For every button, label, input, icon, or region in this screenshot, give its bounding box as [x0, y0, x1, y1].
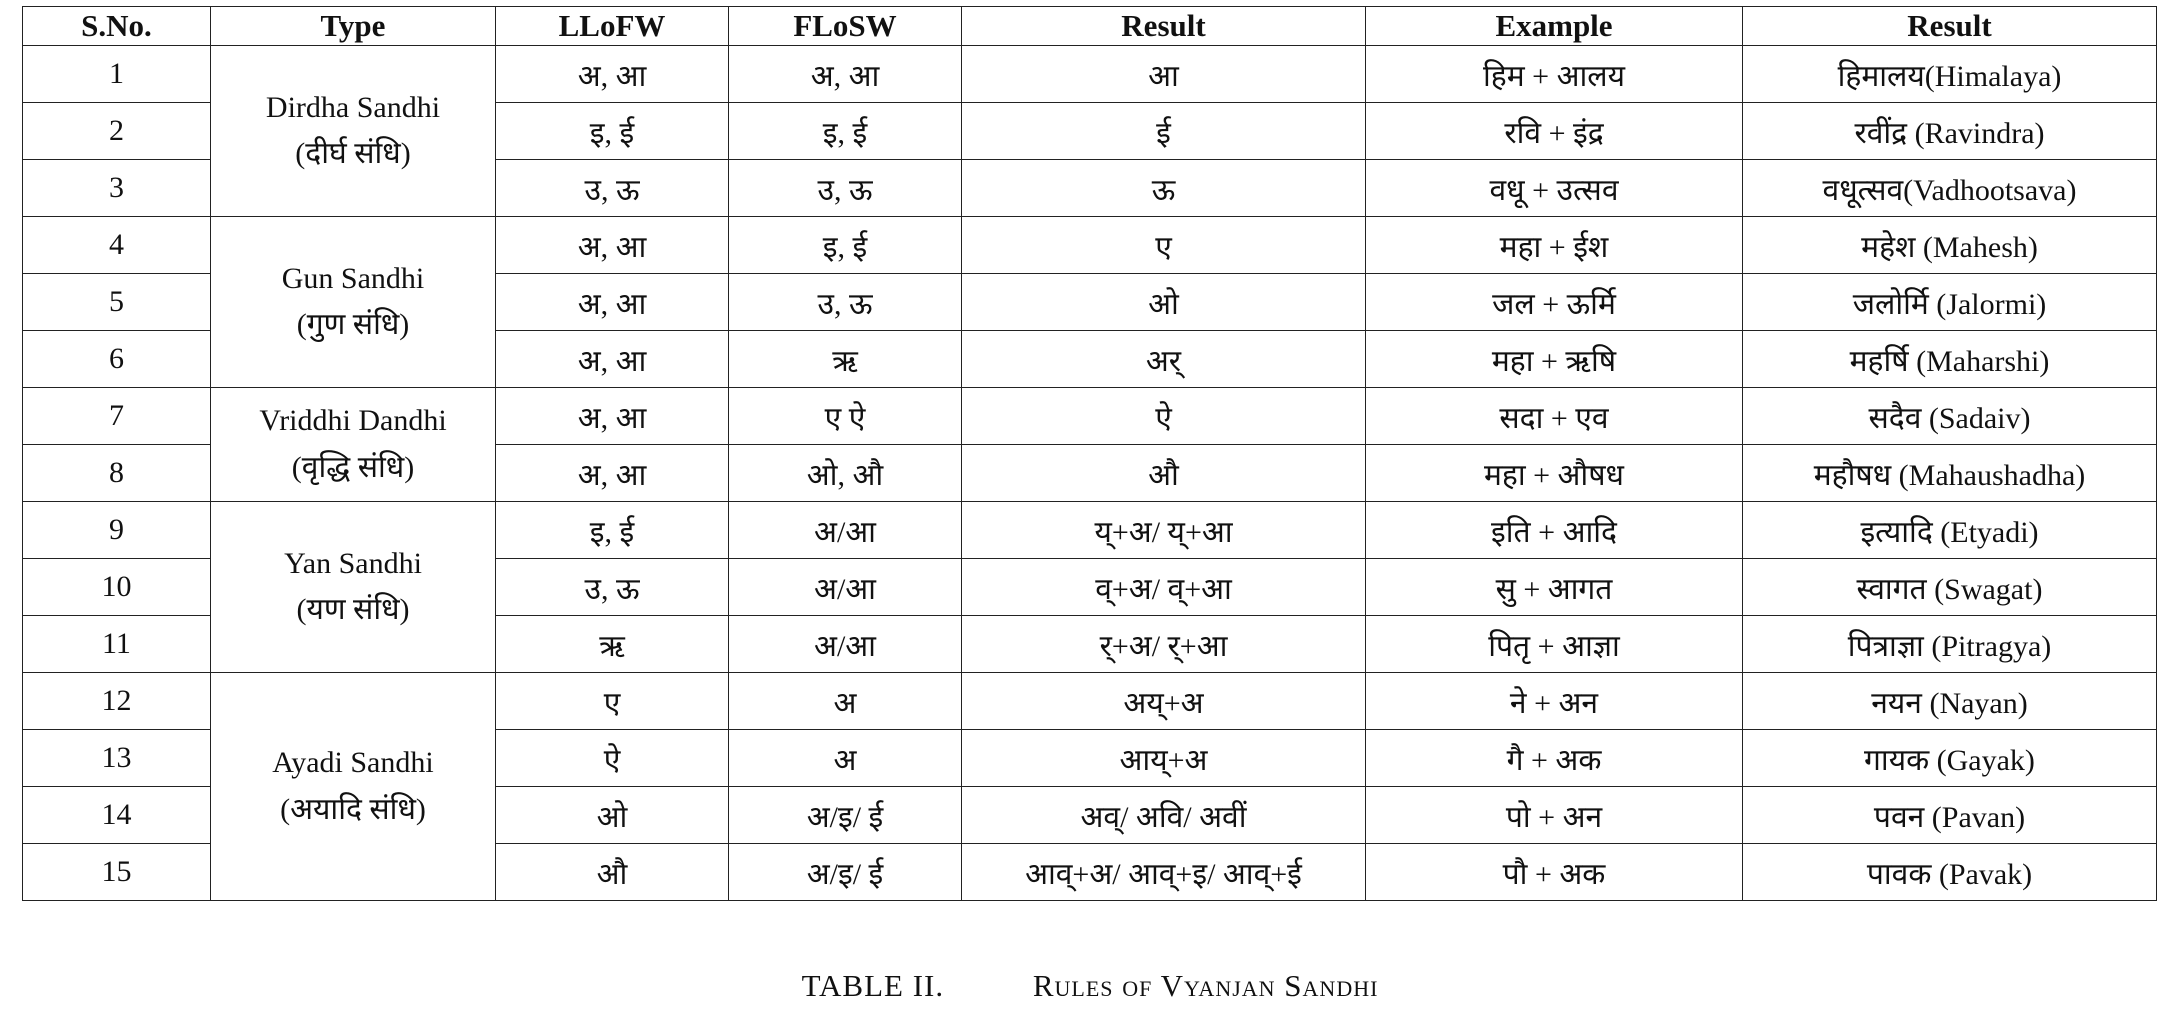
- cell-floSW: उ, ऊ: [729, 274, 962, 331]
- cell-example-result: नयन (Nayan): [1743, 673, 2157, 730]
- col-header-lloFW: LLoFW: [496, 7, 729, 46]
- cell-lloFW: अ, आ: [496, 217, 729, 274]
- cell-example-result: पित्राज्ञा (Pitragya): [1743, 616, 2157, 673]
- cell-lloFW: ऋ: [496, 616, 729, 673]
- cell-lloFW: औ: [496, 844, 729, 901]
- type-name-hi: (दीर्घ संधि): [295, 137, 411, 170]
- col-header-example-result: Result: [1743, 7, 2157, 46]
- cell-example-result: जलोर्मि (Jalormi): [1743, 274, 2157, 331]
- table-body: [23, 46, 2157, 901]
- cell-sno: 3: [23, 160, 211, 217]
- cell-floSW: अ/आ: [729, 616, 962, 673]
- cell-example: ने + अन: [1366, 673, 1743, 730]
- cell-result: आ: [962, 46, 1366, 103]
- cell-example: हिम + आलय: [1366, 46, 1743, 103]
- col-header-type: Type: [211, 7, 496, 46]
- table-row: [23, 502, 2157, 559]
- cell-result: अर्: [962, 331, 1366, 388]
- type-name-hi: (यण संधि): [296, 593, 410, 626]
- table-caption: [0, 968, 2180, 1004]
- cell-example-result: महौषध (Mahaushadha): [1743, 445, 2157, 502]
- cell-sno: 13: [23, 730, 211, 787]
- table-row: [23, 46, 2157, 103]
- cell-lloFW: अ, आ: [496, 274, 729, 331]
- table-row: [23, 217, 2157, 274]
- cell-lloFW: अ, आ: [496, 388, 729, 445]
- cell-type: [211, 46, 496, 217]
- cell-result: अव्/ अवि/ अवीं: [962, 787, 1366, 844]
- cell-example: वधू + उत्सव: [1366, 160, 1743, 217]
- col-header-floSW: FLoSW: [729, 7, 962, 46]
- type-name-en: Yan Sandhi: [284, 546, 422, 580]
- type-name-en: Gun Sandhi: [281, 261, 425, 295]
- cell-type: [211, 502, 496, 673]
- cell-result: ओ: [962, 274, 1366, 331]
- cell-example-result: हिमालय(Himalaya): [1743, 46, 2157, 103]
- cell-lloFW: उ, ऊ: [496, 160, 729, 217]
- cell-lloFW: ए: [496, 673, 729, 730]
- cell-sno: 14: [23, 787, 211, 844]
- cell-example: रवि + इंद्र: [1366, 103, 1743, 160]
- cell-floSW: अ/इ/ ई: [729, 787, 962, 844]
- table-row: [23, 388, 2157, 445]
- cell-type: [211, 388, 496, 502]
- cell-example-result: पावक (Pavak): [1743, 844, 2157, 901]
- cell-lloFW: ओ: [496, 787, 729, 844]
- type-name-en: Dirdha Sandhi: [265, 90, 441, 124]
- cell-example-result: सदैव (Sadaiv): [1743, 388, 2157, 445]
- cell-floSW: अ: [729, 730, 962, 787]
- col-header-example: Example: [1366, 7, 1743, 46]
- cell-floSW: अ: [729, 673, 962, 730]
- cell-example-result: इत्यादि (Etyadi): [1743, 502, 2157, 559]
- cell-result: र्+अ/ र्+आ: [962, 616, 1366, 673]
- cell-example: महा + ईश: [1366, 217, 1743, 274]
- cell-example: सु + आगत: [1366, 559, 1743, 616]
- cell-floSW: उ, ऊ: [729, 160, 962, 217]
- cell-example: गै + अक: [1366, 730, 1743, 787]
- cell-lloFW: ऐ: [496, 730, 729, 787]
- cell-sno: 9: [23, 502, 211, 559]
- cell-example: जल + ऊर्मि: [1366, 274, 1743, 331]
- cell-type: [211, 217, 496, 388]
- cell-example: पौ + अक: [1366, 844, 1743, 901]
- cell-result: औ: [962, 445, 1366, 502]
- header-row: [23, 7, 2157, 46]
- type-name-en: Ayadi Sandhi: [272, 746, 434, 779]
- sandhi-rules-table: [22, 6, 2157, 901]
- type-name-en: Vriddhi Dandhi: [259, 404, 447, 437]
- cell-sno: 2: [23, 103, 211, 160]
- cell-example-result: पवन (Pavan): [1743, 787, 2157, 844]
- cell-result: व्+अ/ व्+आ: [962, 559, 1366, 616]
- cell-lloFW: अ, आ: [496, 331, 729, 388]
- cell-sno: 12: [23, 673, 211, 730]
- cell-result: ऐ: [962, 388, 1366, 445]
- cell-lloFW: अ, आ: [496, 46, 729, 103]
- cell-example: सदा + एव: [1366, 388, 1743, 445]
- caption-title: Rules of Vyanjan Sandhi: [1032, 968, 1379, 1003]
- type-name-hi: (वृद्धि संधि): [291, 450, 415, 484]
- cell-floSW: ओ, औ: [729, 445, 962, 502]
- cell-example: इति + आदि: [1366, 502, 1743, 559]
- cell-sno: 10: [23, 559, 211, 616]
- cell-example: महा + औषध: [1366, 445, 1743, 502]
- cell-type: [211, 673, 496, 901]
- cell-sno: 1: [23, 46, 211, 103]
- cell-result: आय्+अ: [962, 730, 1366, 787]
- cell-result: अय्+अ: [962, 673, 1366, 730]
- cell-example-result: वधूत्सव(Vadhootsava): [1743, 160, 2157, 217]
- cell-lloFW: इ, ई: [496, 103, 729, 160]
- cell-sno: 8: [23, 445, 211, 502]
- cell-example: पो + अन: [1366, 787, 1743, 844]
- type-name-hi: (गुण संधि): [296, 308, 410, 341]
- caption-label: TABLE II.: [801, 968, 945, 1003]
- cell-lloFW: अ, आ: [496, 445, 729, 502]
- cell-example-result: महेश (Mahesh): [1743, 217, 2157, 274]
- cell-lloFW: उ, ऊ: [496, 559, 729, 616]
- cell-lloFW: इ, ई: [496, 502, 729, 559]
- cell-floSW: अ/आ: [729, 559, 962, 616]
- cell-result: य्+अ/ य्+आ: [962, 502, 1366, 559]
- cell-floSW: अ/इ/ ई: [729, 844, 962, 901]
- cell-floSW: अ/आ: [729, 502, 962, 559]
- cell-floSW: ए ऐ: [729, 388, 962, 445]
- cell-floSW: अ, आ: [729, 46, 962, 103]
- col-header-sno: S.No.: [23, 7, 211, 46]
- cell-example-result: गायक (Gayak): [1743, 730, 2157, 787]
- cell-floSW: इ, ई: [729, 217, 962, 274]
- cell-result: ए: [962, 217, 1366, 274]
- table-row: [23, 673, 2157, 730]
- cell-example-result: रवींद्र (Ravindra): [1743, 103, 2157, 160]
- cell-result: आव्+अ/ आव्+इ/ आव्+ई: [962, 844, 1366, 901]
- cell-sno: 6: [23, 331, 211, 388]
- cell-example-result: महर्षि (Maharshi): [1743, 331, 2157, 388]
- cell-example: महा + ऋषि: [1366, 331, 1743, 388]
- cell-sno: 4: [23, 217, 211, 274]
- type-name-hi: (अयादि संधि): [280, 792, 426, 826]
- cell-sno: 5: [23, 274, 211, 331]
- cell-floSW: ऋ: [729, 331, 962, 388]
- cell-sno: 7: [23, 388, 211, 445]
- cell-sno: 15: [23, 844, 211, 901]
- cell-result: ऊ: [962, 160, 1366, 217]
- col-header-result: Result: [962, 7, 1366, 46]
- cell-sno: 11: [23, 616, 211, 673]
- cell-example-result: स्वागत (Swagat): [1743, 559, 2157, 616]
- cell-example: पितृ + आज्ञा: [1366, 616, 1743, 673]
- cell-result: ई: [962, 103, 1366, 160]
- cell-floSW: इ, ई: [729, 103, 962, 160]
